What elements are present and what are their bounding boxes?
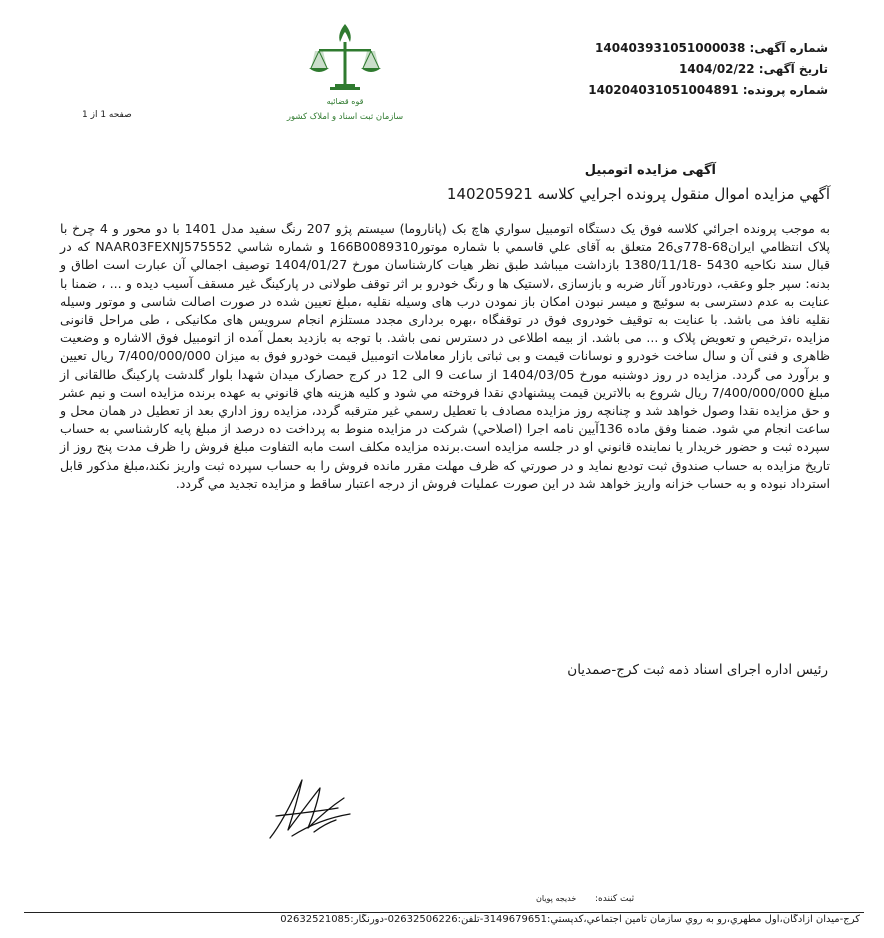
footer-address: کرج-میدان آزادگان،اول مطهري،رو به روي سازمان تامين اجتماعي،كدپستي:3149679651-تلفن:02632506226-دورنگار:02632521085 bbox=[280, 914, 860, 925]
file-number: شماره پرونده: 140204031051004891 bbox=[588, 83, 828, 97]
ad-number: شماره آگهی: 140403931051000038 bbox=[595, 41, 828, 55]
signature bbox=[262, 768, 362, 848]
signoff: رئیس اداره اجرای اسناد ذمه ثبت کرج-صمدیان bbox=[567, 662, 828, 678]
judiciary-emblem-icon bbox=[285, 16, 405, 128]
document-title: آگهی مزایده اتومبیل bbox=[584, 163, 716, 178]
registrar-label: ثبت کننده: bbox=[595, 894, 635, 904]
auction-notice-body: به موجب پرونده اجرائي كلاسه فوق يک دستگاه اتومبيل سواري هاچ بک (پاناروما) سيستم پژو 207 رنگ سفيد مدل 1401 با دو محور و 4 چرخ با پلاک انتظامي ايران68-778ی26 متعلق به آقای علي قاسمي با شماره موتور166B0089310 و شماره شاسي NAAR03FEXNJ575552 كه در قبال سند نكاحيه 5430 -1380/11/18 بازداشت ميباشد طبق نظر هيات كارشناسان مورخ 1404/01/27 توصيف اجمالي آن عبارت است اطاق و بدنه: سپر جلو وعقب، دورتادور آثار ضربه و بازسازی ،لاستیک ها و رنگ خودرو بر اثر توقف طولانی در پارکینگ غیر مسقف آسیب دیده و ... ، ضمنا با عنایت به عدم دسترسی به سوئیچ و میسر نبودن امکان باز نمودن درب های وسیله نقلیه ،مبلغ تعیین شده در صورت اصالت شاسی و موتور وسیله نقلیه نافذ می باشد. با عنایت به توقیف خودروی فوق در توقفگاه ،بهره برداری مجدد مستلزم انجام سرویس های مکانیکی ، طی مراحل قانونی مزایده ،ترخیص و تعویض پلاک و ... می باشد. از بیمه اطلاعی در دسترس نمی باشد. با توجه به بازدید بعمل آمده از اتومبیل فوق الاشاره و وضعیت ظاهری و فنی آن و سال ساخت خودرو و نوسانات قیمت و بی ثباتی بازار معاملات اتومبیل قیمت خودرو فوق به میزان 7/400/000/000 ریال تعیین و برآورد می گردد. مزایده در روز دوشنبه مورخ 1404/03/05 از ساعت 9 الی 12 در کرج حصارک میدان شهدا بلوار گلدشت پارکینگ طالقانی از مبلغ 7/400/000/000 ريال شروع به بالاترين قيمت پيشنهادي نقدا فروخته مي شود و كليه هزينه هاي قانوني به عهده برنده مزايده است و نيم عشر و حق مزايده نقدا وصول خواهد شد و چنانچه روز مزايده مصادف با تعطيل رسمي غير مترقبه گردد، مزايده روز اداري بعد از تعطيل در همان محل و ساعت انجام مي شود. ضمنا وفق ماده 136آيين نامه اجرا (اصلاحي) شركت در مزايده منوط به پرداخت ده درصد از مبلغ پايه كارشناسي به حساب سپرده ثبت و حضور خريدار يا نماينده قانوني او در جلسه مزايده است.برنده مزايده مكلف است مابه التفاوت مبلغ فروش را ظرف مدت پنج روز از تاريخ مزايده به حساب صندوق ثبت توديع نمايد و در صورتي كه ظرف مهلت مقرر مانده فروش را به حساب سپرده ثبت واريز نكند،مبلغ مذكور قابل استرداد نبوده و به حساب خزانه واريز خواهد شد در اين صورت عمليات فروش از درجه اعتبار ساقط و مزايده تجديد مي گردد. bbox=[60, 221, 831, 491]
footer-divider bbox=[24, 912, 864, 913]
ad-metadata bbox=[568, 38, 828, 101]
ad-date: تاریخ آگهی: 1404/02/22 bbox=[679, 62, 828, 76]
document-subtitle: آگهي مزايده اموال منقول پرونده اجرايي كلاسه 140205921 bbox=[446, 185, 830, 203]
emblem-line-1: قوه قضائیه bbox=[326, 97, 364, 106]
emblem-line-2: سازمان ثبت اسناد و املاک کشور bbox=[286, 112, 404, 122]
page-indicator: صفحه 1 از 1 bbox=[82, 110, 132, 120]
registrar-name: خدیجه پویان bbox=[536, 894, 577, 903]
